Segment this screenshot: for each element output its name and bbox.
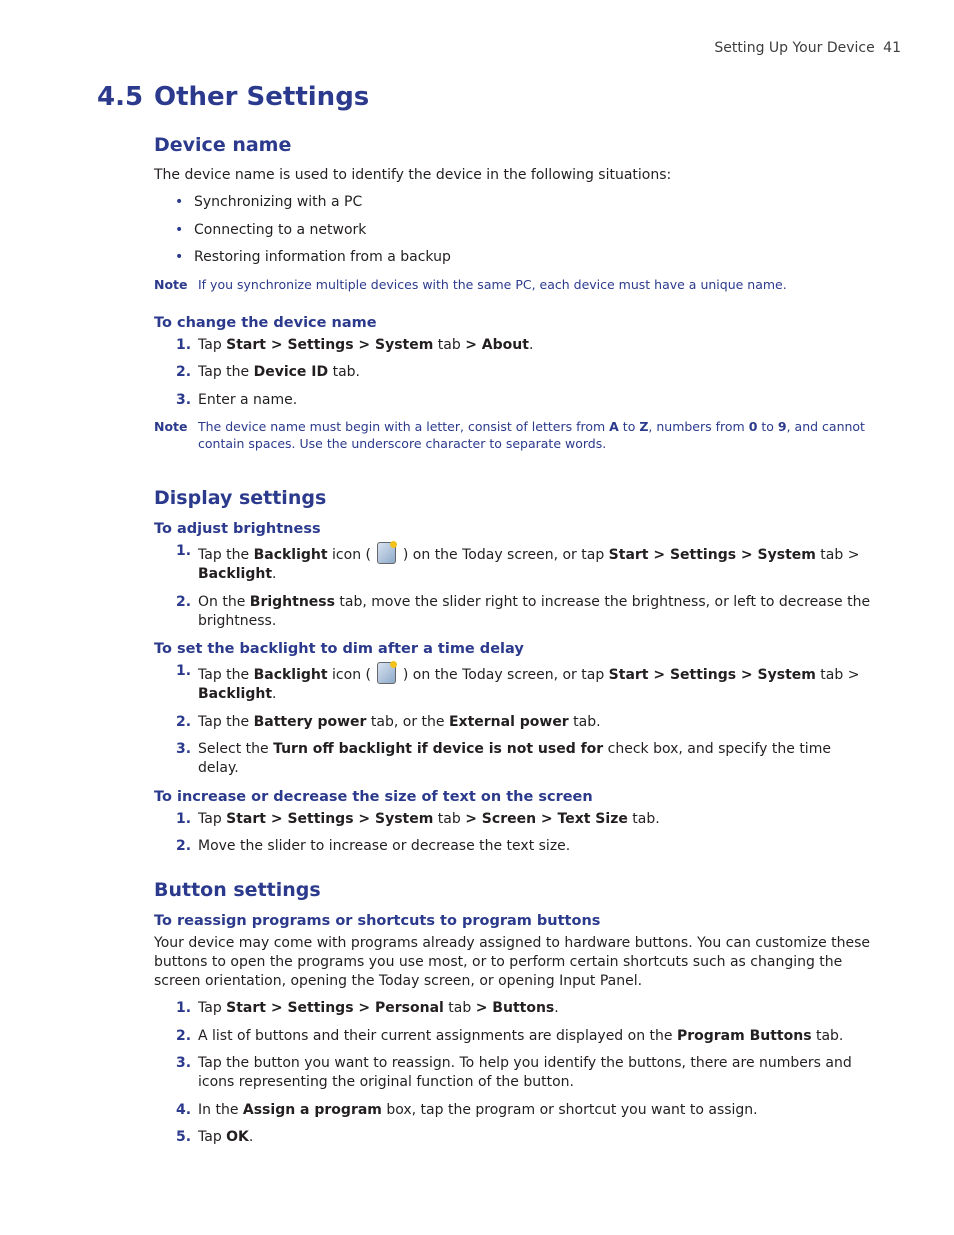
note-label: Note xyxy=(154,276,188,292)
reassign-buttons-steps xyxy=(154,999,874,1147)
running-header xyxy=(710,40,901,56)
list-item: 3. Enter a name. xyxy=(176,391,298,408)
text-size-heading: To increase or decrease the size of text on the screen xyxy=(154,788,593,805)
list-item: • Connecting to a network xyxy=(175,221,367,238)
adjust-brightness-heading: To adjust brightness xyxy=(154,521,321,537)
display-settings-heading: Display settings xyxy=(154,487,327,509)
device-name-note xyxy=(154,276,874,293)
reassign-buttons-heading: To reassign programs or shortcuts to program buttons xyxy=(154,913,601,929)
change-device-name-heading: To change the device name xyxy=(154,314,377,331)
list-item: 4. In the Assign a program box, tap the program or shortcut you want to assign. xyxy=(176,1101,758,1118)
list-item: 1. Tap Start > Settings > System tab > Screen > Text Size tab. xyxy=(176,810,660,827)
list-item: • Restoring information from a backup xyxy=(175,249,451,265)
note-label: Note xyxy=(154,419,188,434)
brightness-steps xyxy=(154,542,874,631)
change-device-name-steps xyxy=(154,336,874,410)
chapter-title xyxy=(97,82,369,112)
chapter-title-text: Other Settings xyxy=(154,82,370,112)
list-item: 2. Move the slider to increase or decrease the text size. xyxy=(176,838,571,854)
list-item: 5. Tap OK. xyxy=(176,1129,254,1145)
main-content xyxy=(154,133,874,1156)
list-item: 3. Select the Turn off backlight if device is not used for check box, and specify the time delay. xyxy=(176,741,831,776)
bullet-icon: • xyxy=(175,249,184,265)
note-text: If you synchronize multiple devices with the same PC, each device must have a unique name. xyxy=(198,276,787,292)
device-name-heading: Device name xyxy=(154,134,292,156)
note-text: The device name must begin with a letter, consist of letters from A to Z, numbers from 0 to 9, and cannot contain spaces. Use the underscore character to separate words. xyxy=(198,419,865,451)
button-settings-intro: Your device may come with programs already assigned to hardware buttons. You can customize these buttons to open the programs you use most, or to perform certain shortcuts such as changing the screen orientation, opening the Today screen, or opening Input Panel. xyxy=(154,935,871,989)
backlight-icon xyxy=(377,662,396,684)
backlight-icon xyxy=(377,542,396,564)
list-item: 1. Tap the Backlight icon ( ) on the Today screen, or tap Start > Settings > System tab > Backlight. xyxy=(176,543,860,582)
text-size-steps xyxy=(154,810,874,857)
bullet-icon: • xyxy=(175,221,184,238)
device-name-bullets xyxy=(154,193,874,267)
list-item: 1. Tap Start > Settings > System tab > About. xyxy=(176,336,534,353)
list-item: • Synchronizing with a PC xyxy=(175,194,363,210)
device-name-intro: The device name is used to identify the device in the following situations: xyxy=(154,167,672,183)
list-item: 2. A list of buttons and their current assignments are displayed on the Program Buttons tab. xyxy=(176,1027,844,1044)
list-item: 1. Tap the Backlight icon ( ) on the Today screen, or tap Start > Settings > System tab > Backlight. xyxy=(176,663,860,702)
header-section: Setting Up Your Device xyxy=(714,40,875,56)
list-item: 3. Tap the button you want to reassign. To help you identify the buttons, there are numbers and icons representing the original function of the button. xyxy=(176,1055,852,1090)
device-name-rules-note xyxy=(154,418,874,452)
backlight-delay-heading: To set the backlight to dim after a time delay xyxy=(154,641,524,657)
bullet-icon: • xyxy=(175,194,184,210)
list-item: 2. Tap the Device ID tab. xyxy=(176,364,360,380)
list-item: 1. Tap Start > Settings > Personal tab > Buttons. xyxy=(176,1000,559,1016)
button-settings-heading: Button settings xyxy=(154,879,321,901)
header-page-number: 41 xyxy=(883,40,901,56)
chapter-number: 4.5 xyxy=(97,82,144,112)
backlight-delay-steps xyxy=(154,662,874,778)
list-item: 2. On the Brightness tab, move the slider right to increase the brightness, or left to decrease the brightness. xyxy=(176,593,871,629)
list-item: 2. Tap the Battery power tab, or the External power tab. xyxy=(176,713,601,730)
